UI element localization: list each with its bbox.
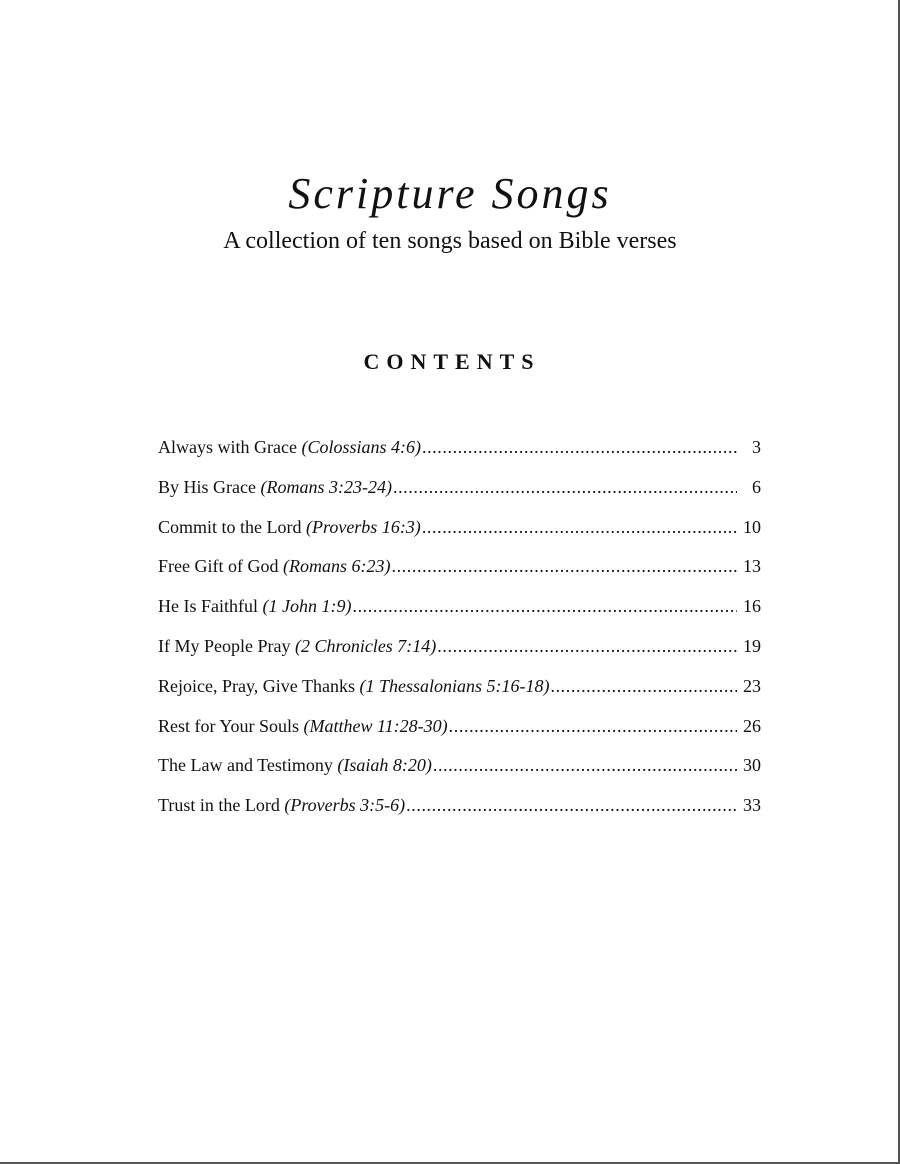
toc-entry	[158, 752, 761, 792]
toc-entry-reference: (Proverbs 16:3)	[306, 516, 421, 537]
toc-entry-page: 10	[743, 516, 761, 537]
toc-entry-page: 13	[743, 556, 761, 577]
toc-entry	[158, 474, 761, 514]
toc-entry-reference: (Romans 3:23-24)	[260, 476, 392, 497]
toc-dot-leader	[406, 792, 737, 818]
book-subtitle: A collection of ten songs based on Bible verses	[223, 228, 677, 254]
toc-entry-title: Trust in the Lord	[158, 795, 280, 816]
toc-entry-reference: (1 John 1:9)	[262, 596, 352, 617]
toc-entry-title: Rest for Your Souls	[158, 715, 300, 736]
toc-entry	[158, 593, 761, 633]
toc-dot-leader	[449, 713, 737, 739]
toc-dot-leader	[352, 593, 737, 619]
toc-dot-leader	[393, 474, 737, 500]
toc-entry-reference: (Isaiah 8:20)	[337, 755, 432, 776]
toc-entry-reference: (2 Chronicles 7:14)	[294, 635, 437, 656]
toc-dot-leader	[437, 633, 737, 659]
toc-entry-title: Commit to the Lord	[158, 516, 302, 537]
toc-entry-page: 30	[743, 755, 761, 776]
toc-entry	[158, 434, 761, 474]
toc-entry-page: 19	[743, 635, 761, 656]
toc-entry	[158, 792, 761, 832]
toc-dot-leader	[422, 514, 737, 540]
toc-entry	[158, 673, 761, 713]
toc-dot-leader	[422, 434, 737, 460]
toc-entry-reference: (Romans 6:23)	[282, 556, 391, 577]
toc-entry-reference: (Matthew 11:28-30)	[303, 715, 448, 736]
toc-entry-title: If My People Pray	[158, 635, 291, 656]
book-title: Scripture Songs	[288, 169, 612, 218]
toc-entry-title: He Is Faithful	[158, 596, 258, 617]
toc-entry	[158, 713, 761, 753]
toc-entry-reference: (Proverbs 3:5-6)	[284, 795, 406, 816]
toc-entry-title: The Law and Testimony	[158, 755, 333, 776]
toc-dot-leader	[391, 553, 737, 579]
toc-entry-reference: (Colossians 4:6)	[301, 437, 421, 457]
toc-entry-page: 6	[752, 476, 761, 497]
toc-entry-reference: (1 Thessalonians 5:16-18)	[359, 675, 550, 696]
toc-dot-leader	[433, 752, 737, 778]
contents-heading: CONTENTS	[363, 349, 541, 374]
toc-entry-title: By His Grace	[158, 476, 256, 497]
toc-entry-page: 26	[743, 715, 761, 736]
table-of-contents	[158, 434, 761, 832]
toc-entry	[158, 633, 761, 673]
toc-entry-title: Free Gift of God	[158, 556, 279, 577]
toc-entry-page: 3	[752, 437, 761, 457]
toc-entry	[158, 553, 761, 593]
toc-entry-page: 23	[743, 675, 761, 696]
toc-entry-page: 33	[743, 795, 761, 816]
toc-dot-leader	[550, 673, 737, 699]
toc-entry-page: 16	[743, 596, 761, 617]
toc-entry-title: Rejoice, Pray, Give Thanks	[158, 675, 355, 696]
toc-entry-title: Always with Grace	[158, 437, 297, 457]
toc-entry	[158, 514, 761, 554]
